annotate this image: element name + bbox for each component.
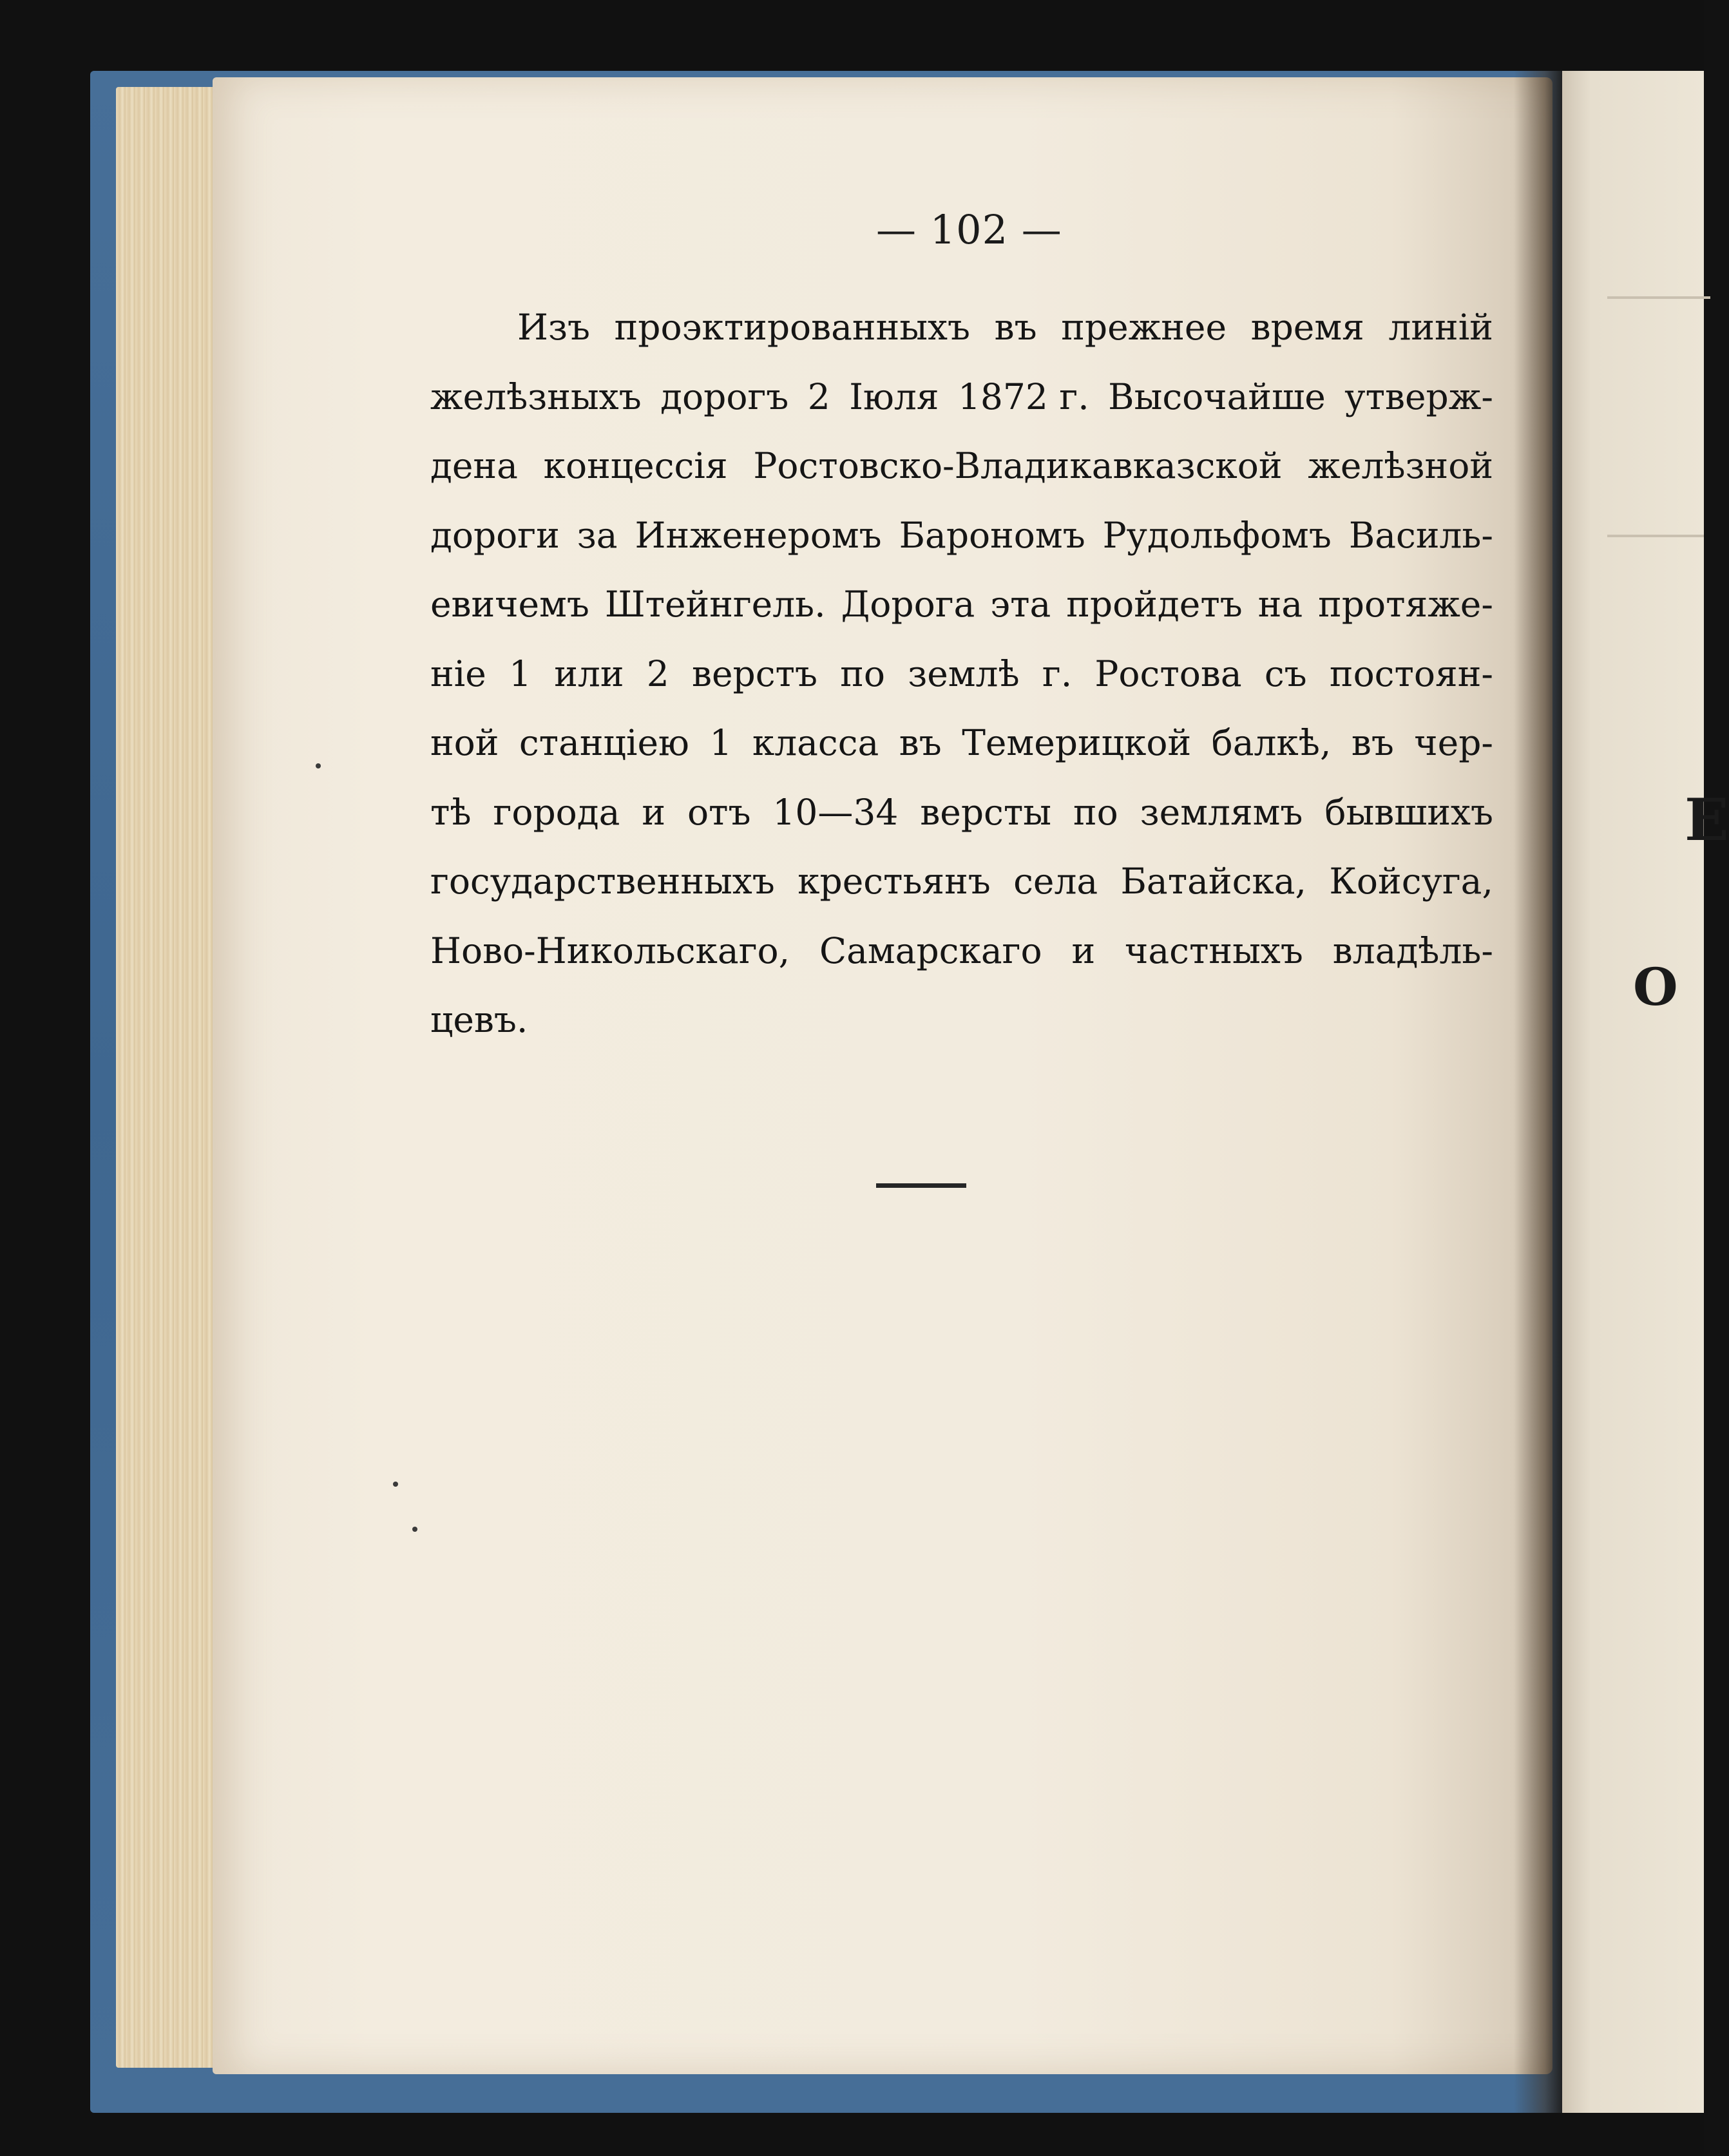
- word: Койсуга,: [1329, 861, 1493, 902]
- word: Самарскаго: [819, 930, 1042, 971]
- word: государственныхъ: [430, 861, 775, 902]
- word: и: [642, 791, 666, 833]
- page-number: — 102 —: [876, 206, 1062, 253]
- text-line: [430, 917, 1493, 986]
- section-divider: [876, 1183, 966, 1188]
- text-line: [430, 293, 1493, 363]
- word: съ: [1264, 653, 1307, 694]
- word: частныхъ: [1125, 930, 1303, 971]
- word: Штейнгель.: [604, 584, 826, 625]
- word: желѣзной: [1308, 445, 1493, 486]
- adjacent-page: [1562, 71, 1729, 2113]
- word: города: [493, 791, 620, 833]
- word: въ: [1351, 722, 1394, 763]
- text-line: [430, 363, 1493, 432]
- word: постоян-: [1329, 653, 1493, 694]
- word: 10—34: [772, 791, 899, 833]
- adjacent-page-initial: О: [1633, 957, 1678, 1017]
- word: села: [1013, 861, 1098, 902]
- page-edges: [116, 87, 229, 2068]
- text-line: [430, 570, 1493, 640]
- word: землямъ: [1140, 791, 1303, 833]
- word: станціею: [519, 722, 689, 763]
- word: пройдетъ: [1066, 584, 1243, 625]
- margin-dot: [412, 1527, 417, 1532]
- word: тѣ: [430, 791, 472, 833]
- word: Рудольфомъ: [1102, 514, 1332, 556]
- word: Инженеромъ: [635, 514, 882, 556]
- word: отъ: [687, 791, 751, 833]
- word: Дорога: [841, 584, 975, 625]
- word: утверж-: [1344, 376, 1493, 417]
- word: время: [1250, 307, 1364, 348]
- word: линій: [1388, 307, 1493, 348]
- word: дена: [430, 445, 518, 486]
- word: землѣ: [908, 653, 1020, 694]
- word: класса: [752, 722, 879, 763]
- word: дорогъ: [660, 376, 789, 417]
- word: Батайска,: [1120, 861, 1307, 902]
- word: на: [1257, 584, 1303, 625]
- word: желѣзныхъ: [430, 376, 642, 417]
- word: въ: [899, 722, 942, 763]
- word: цевъ.: [430, 999, 528, 1040]
- word: проэктированныхъ: [614, 307, 971, 348]
- word: 1: [509, 653, 532, 694]
- word: Темерицкой: [962, 722, 1192, 763]
- word: и: [1071, 930, 1096, 971]
- word: Ростовско-Владикавказской: [753, 445, 1283, 486]
- word: прежнее: [1061, 307, 1227, 348]
- word: эта: [990, 584, 1051, 625]
- word: протяже-: [1318, 584, 1493, 625]
- word: 1: [709, 722, 732, 763]
- margin-dot: [316, 763, 321, 768]
- text-line: [430, 501, 1493, 571]
- book-gutter: [1514, 71, 1565, 2113]
- word: ніе: [430, 653, 486, 694]
- word: г.: [1042, 653, 1073, 694]
- text-line: [430, 847, 1493, 917]
- word: за: [577, 514, 618, 556]
- text-line: [430, 778, 1493, 848]
- word: Іюля: [849, 376, 939, 417]
- word: по: [1073, 791, 1118, 833]
- word: крестьянъ: [798, 861, 991, 902]
- word: Высочайше: [1108, 376, 1326, 417]
- text-line: [430, 709, 1493, 778]
- margin-dot: [393, 1482, 398, 1487]
- word: въ: [994, 307, 1037, 348]
- word: Ростова: [1094, 653, 1242, 694]
- word: 1872 г.: [957, 376, 1089, 417]
- word: дороги: [430, 514, 560, 556]
- adjacent-page-letter: Е: [1685, 786, 1729, 854]
- word: Василь-: [1348, 514, 1493, 556]
- word: по: [840, 653, 885, 694]
- word: Ново-Никольскаго,: [430, 930, 790, 971]
- word: балкѣ,: [1211, 722, 1332, 763]
- word: концессія: [543, 445, 728, 486]
- word: версты: [920, 791, 1052, 833]
- word: Барономъ: [899, 514, 1085, 556]
- word: чер-: [1414, 722, 1493, 763]
- word: 2: [646, 653, 669, 694]
- text-line: [430, 432, 1493, 501]
- word: 2: [807, 376, 830, 417]
- word: владѣль-: [1332, 930, 1493, 971]
- word: верстъ: [692, 653, 817, 694]
- paragraph: [430, 293, 1493, 1055]
- text-line: [430, 986, 1493, 1055]
- word: ной: [430, 722, 499, 763]
- word: или: [554, 653, 624, 694]
- text-line: [430, 640, 1493, 709]
- word: евичемъ: [430, 584, 589, 625]
- word: Изъ: [517, 307, 590, 348]
- word: бывшихъ: [1324, 791, 1493, 833]
